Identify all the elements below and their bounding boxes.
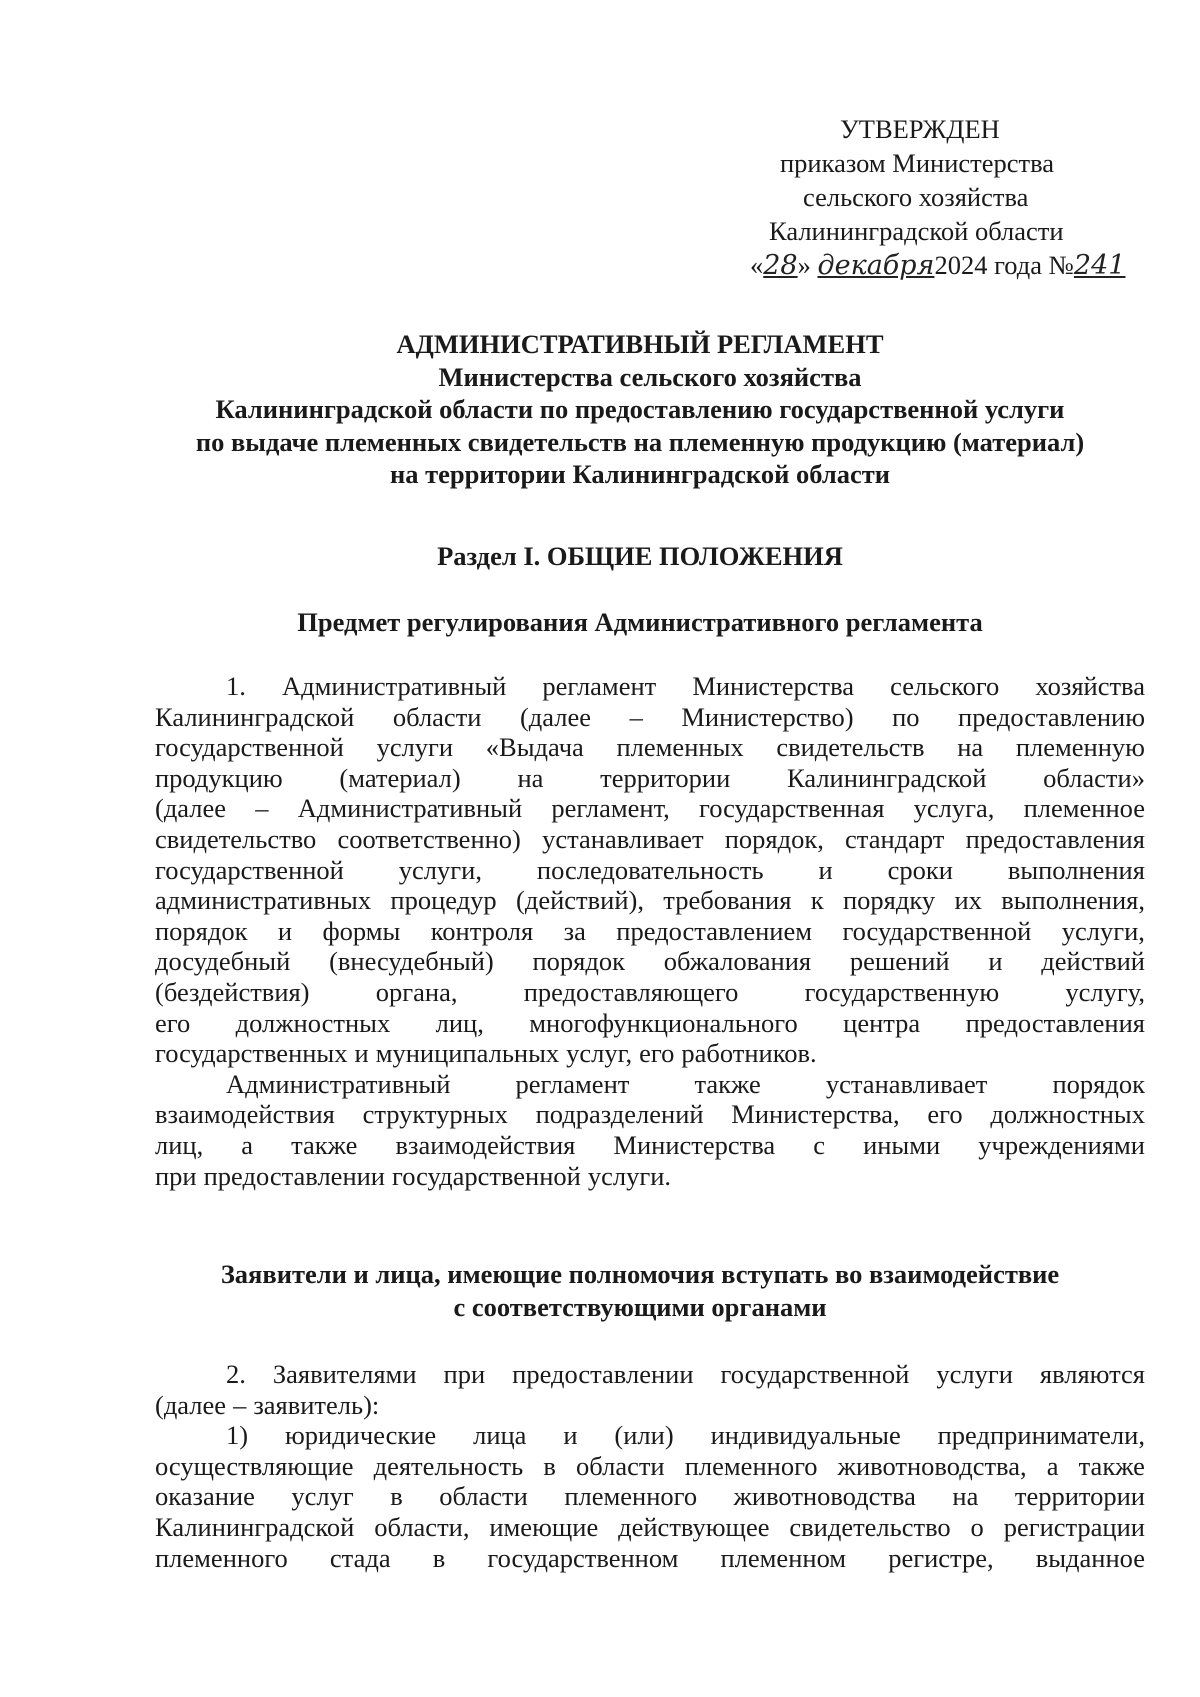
paragraph-line: государственных и муниципальных услуг, его работников. (155, 1038, 817, 1069)
paragraph-line: государственной услуги, последовательность и сроки выполнения (155, 854, 1145, 885)
handwritten-day: 28 (763, 250, 798, 281)
title-line: на территории Калининградской области (389, 459, 891, 489)
paragraph-line: осуществляющие деятельность в области племенного животноводства, а также (155, 1450, 1145, 1481)
section-title: Раздел I. ОБЩИЕ ПОЛОЖЕНИЯ (437, 541, 843, 571)
paragraph-line: 2. Заявителями при предоставлении государственной услуги являются (226, 1359, 1145, 1389)
body-text-section-1 (155, 671, 1145, 1191)
paragraph-line: государственной услуги «Выдача племенных свидетельств на племенную (155, 732, 1145, 763)
title-line: по выдаче племенных свидетельств на племенную продукцию (материал) (195, 426, 1085, 457)
open-quote: « (750, 250, 764, 280)
approval-title: УТВЕРЖДЕН (840, 114, 1000, 144)
paragraph-line: взаимодействия структурных подразделений Министерства, его должностных (155, 1099, 1145, 1130)
paragraph-line: при предоставлении государственной услуги. (155, 1160, 672, 1191)
subheading-regulation-subject: Предмет регулирования Административного регламента (297, 607, 983, 637)
approval-line: Калининградской области (769, 216, 1064, 246)
handwritten-month: декабря (817, 250, 935, 281)
paragraph-line: племенного стада в государственном племенном регистре, выданное (155, 1542, 1145, 1573)
close-quote: » (797, 250, 811, 280)
paragraph-line: Калининградской области, имеющие действующее свидетельство о регистрации (155, 1511, 1145, 1542)
paragraph-line: лиц, а также взаимодействия Министерства с иными учреждениями (155, 1129, 1145, 1160)
paragraph-line: продукцию (материал) на территории Калининградской области» (155, 762, 1145, 793)
document-title (150, 328, 1130, 491)
paragraph-line: 1. Административный регламент Министерства сельского хозяйства (226, 671, 1145, 701)
paragraph-line: (далее – заявитель): (155, 1389, 380, 1420)
paragraph-line: порядок и формы контроля за предоставлением государственной услуги, (155, 915, 1145, 946)
title-line: АДМИНИСТРАТИВНЫЙ РЕГЛАМЕНТ (396, 329, 884, 359)
approval-line: приказом Министерства (780, 148, 1055, 178)
paragraph-line: досудебный (внесудебный) порядок обжалования решений и действий (155, 946, 1145, 977)
title-line: Калининградской области по предоставлению государственной услуги (215, 394, 1065, 424)
paragraph-line: Калининградской области (далее – Министерство) по предоставлению (155, 701, 1145, 732)
approval-date-line (740, 248, 1150, 283)
body-text-section-2 (155, 1359, 1145, 1573)
paragraph-line: (бездействия) органа, предоставляющего государственную услугу, (155, 976, 1145, 1007)
paragraph-line: оказание услуг в области племенного животноводства на территории (155, 1481, 1145, 1512)
paragraph-line: административных процедур (действий), требования к порядку их выполнения, (155, 885, 1145, 916)
subheading-line: Заявители и лица, имеющие полномочия вступать во взаимодействие (220, 1259, 1060, 1289)
subheading-applicants (150, 1258, 1130, 1324)
title-line: Министерства сельского хозяйства (438, 361, 862, 392)
year-text: 2024 года № (934, 250, 1074, 280)
subheading-line: с соответствующими органами (453, 1292, 827, 1322)
paragraph-line: Административный регламент также устанавливает порядок (226, 1068, 1145, 1099)
handwritten-order-number: 241 (1073, 250, 1126, 281)
approval-block (740, 112, 1150, 283)
approval-line: сельского хозяйства (803, 182, 1029, 212)
paragraph-line: 1) юридические лица и (или) индивидуальные предприниматели, (226, 1420, 1145, 1451)
paragraph-line: его должностных лиц, многофункционального центра предоставления (155, 1007, 1145, 1038)
paragraph-line: свидетельство соответственно) устанавливает порядок, стандарт предоставления (155, 823, 1145, 854)
paragraph-line: (далее – Административный регламент, государственная услуга, племенное (155, 793, 1145, 824)
